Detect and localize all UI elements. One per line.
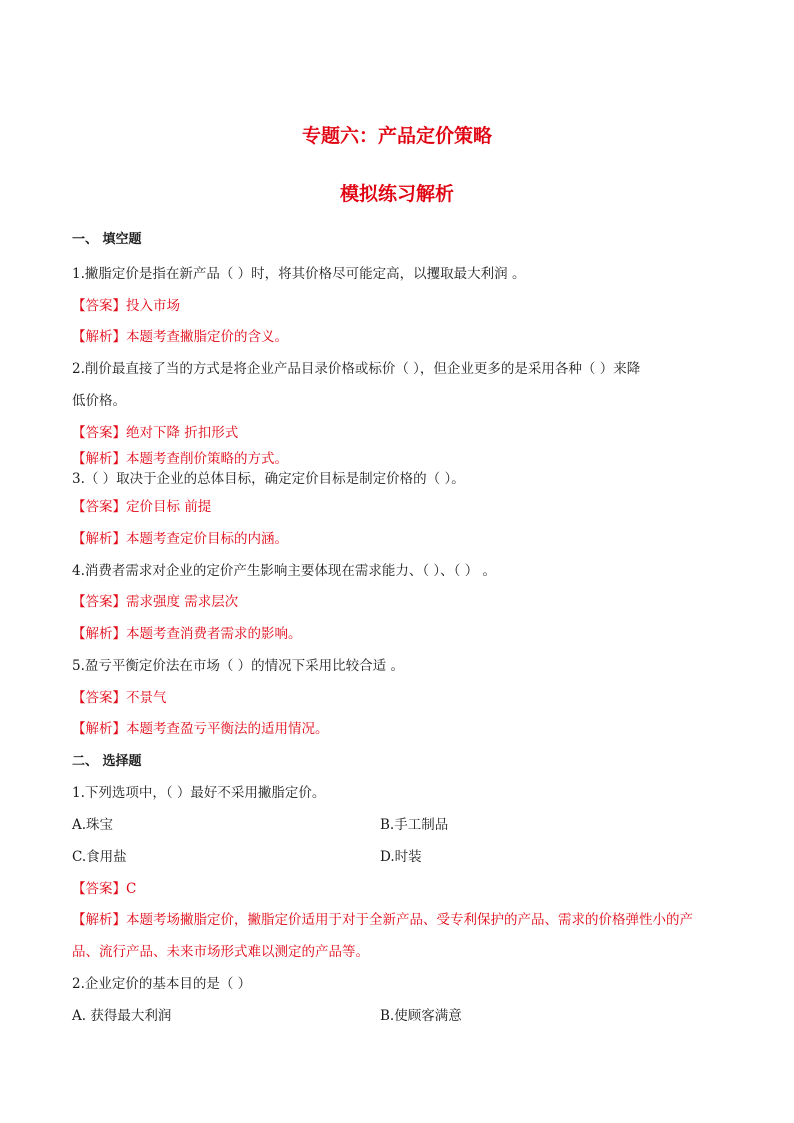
mc-1-option-b: B.手工制品: [380, 817, 449, 833]
analysis-4: 【解析】本题考查消费者需求的影响。: [72, 626, 302, 642]
question-4: 4.消费者需求对企业的定价产生影响主要体现在需求能力、（ ）、（ ） 。: [72, 563, 497, 579]
analysis-1: 【解析】本题考查撇脂定价的含义。: [72, 329, 288, 345]
page-subtitle: 模拟练习解析: [339, 183, 454, 205]
answer-3: 【答案】定价目标 前提: [72, 499, 212, 515]
question-3: 3.（ ）取决于企业的总体目标，确定定价目标是制定价格的（ ）。: [72, 471, 465, 487]
mc-answer-1: 【答案】C: [72, 881, 137, 897]
answer-5: 【答案】不景气: [72, 690, 167, 706]
mc-question-2: 2.企业定价的基本目的是（ ）: [72, 976, 252, 992]
section-heading-fill-blank: 一、 填空题: [72, 232, 142, 247]
question-2-line-2: 低价格。: [72, 393, 126, 409]
mc-2-option-b: B.使顾客满意: [380, 1008, 462, 1024]
question-2-line-1: 2.削价最直接了当的方式是将企业产品目录价格或标价（ ），但企业更多的是采用各种（ ）来降: [72, 361, 641, 377]
mc-1-option-c: C.食用盐: [72, 849, 127, 865]
mc-1-option-a: A.珠宝: [72, 817, 114, 833]
mc-question-1: 1.下列选项中，（ ）最好不采用撇脂定价。: [72, 785, 326, 801]
answer-1: 【答案】投入市场: [72, 298, 180, 314]
mc-analysis-1-line-1: 【解析】本题考场撇脂定价，撇脂定价适用于对于全新产品、受专利保护的产品、需求的价格弹性小的产: [72, 912, 693, 928]
section-heading-multiple-choice: 二、 选择题: [72, 754, 142, 769]
analysis-5: 【解析】本题考查盈亏平衡法的适用情况。: [72, 721, 329, 737]
analysis-3: 【解析】本题考查定价目标的内涵。: [72, 531, 288, 547]
analysis-2: 【解析】本题考查削价策略的方式。: [72, 451, 288, 467]
answer-2: 【答案】绝对下降 折扣形式: [72, 425, 239, 441]
page-title: 专题六：产品定价策略: [301, 125, 492, 147]
mc-2-option-a: A. 获得最大利润: [72, 1008, 172, 1024]
answer-4: 【答案】需求强度 需求层次: [72, 594, 239, 610]
question-5: 5.盈亏平衡定价法在市场（ ）的情况下采用比较合适 。: [72, 658, 404, 674]
question-1: 1.撇脂定价是指在新产品（ ）时，将其价格尽可能定高，以攫取最大利润 。: [72, 266, 526, 282]
mc-1-option-d: D.时装: [380, 849, 422, 865]
mc-analysis-1-line-2: 品、流行产品、未来市场形式难以测定的产品等。: [72, 944, 369, 960]
